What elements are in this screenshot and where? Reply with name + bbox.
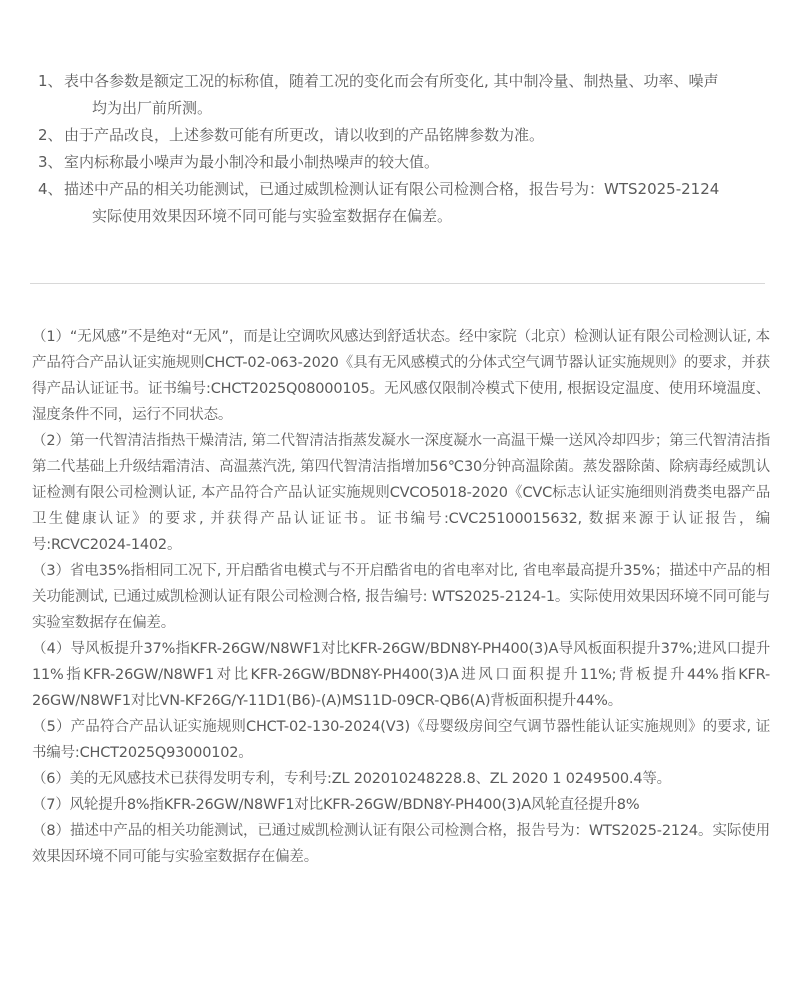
top-note-text: 由于产品改良，上述参数可能有所更改，请以收到的产品铭牌参数为准。 <box>64 126 545 144</box>
top-note-text: 室内标称最小噪声为最小制冷和最小制热噪声的较大值。 <box>64 153 440 171</box>
top-note-body <box>64 122 758 149</box>
footnotes-list <box>32 324 770 870</box>
top-note-continuation: 实际使用效果因环境不同可能与实验室数据存在偏差。 <box>92 207 453 225</box>
top-note-number: 1、 <box>38 72 63 90</box>
top-note-text: 描述中产品的相关功能测试，已通过威凯检测认证有限公司检测合格，报告号为：WTS2025-2124 <box>64 180 720 198</box>
footnote-1: （1）“无风感”不是绝对“无风”，而是让空调吹风感达到舒适状态。经中家院（北京）检测认证有限公司检测认证, 本产品符合产品认证实施规则CHCT-02-063-2020《具有无风感模式的分体式空气调节器认证实施规则》的要求，并获得产品认证证书。证书编号:CHCT2025Q08000105。无风感仅限制冷模式下使用, 根据设定温度、使用环境温度、湿度条件不同，运行不同状态。 <box>32 329 770 423</box>
footnote-4: （4）导风板提升37%指KFR-26GW/N8WF1对比KFR-26GW/BDN8Y-PH400(3)A导风板面积提升37%;进风口提升11%指KFR-26GW/N8WF1对比KFR-26GW/BDN8Y-PH400(3)A进风口面积提升11%;背板提升44%指KFR-26GW/N8WF1对比VN-KF26G/Y-11D1(B6)-(A)MS11D-09CR-QB6(A)背板面积提升44%。 <box>32 641 770 709</box>
top-notes-list <box>38 68 758 230</box>
top-note-text: 表中各参数是额定工况的标称值，随着工况的变化而会有所变化, 其中制冷量、制热量、功率、噪声 <box>64 72 719 90</box>
footnote-6: （6）美的无风感技术已获得发明专利，专利号:ZL 202010248228.8、ZL 2020 1 0249500.4等。 <box>32 771 671 787</box>
top-note-4 <box>38 176 758 230</box>
top-note-1 <box>38 68 758 122</box>
top-note-number: 4、 <box>38 180 63 198</box>
footnote-2: （2）第一代智清洁指热干燥清洁, 第二代智清洁指蒸发凝水一深度凝水一高温干燥一送风冷却四步；第三代智清洁指第二代基础上升级结霜清洁、高温蒸汽洗, 第四代智清洁指增加56℃30分钟高温除菌。蒸发器除菌、除病毒经威凯认证检测有限公司检测认证, 本产品符合产品认证实施规则CVCO5018-2020《CVC标志认证实施细则消费类电器产品卫生健康认证》的要求, 并获得产品认证证书。证书编号:CVC25100015632, 数据来源于认证报告，编号:RCVC2024-1402。 <box>32 433 770 553</box>
footnote-8: （8）描述中产品的相关功能测试，已通过威凯检测认证有限公司检测合格，报告号为：WTS2025-2124。实际使用效果因环境不同可能与实验室数据存在偏差。 <box>32 823 770 865</box>
top-note-number: 2、 <box>38 126 63 144</box>
top-note-continuation: 均为出厂前所测。 <box>92 99 213 117</box>
top-note-3 <box>38 149 758 176</box>
footnote-7: （7）风轮提升8%指KFR-26GW/N8WF1对比KFR-26GW/BDN8Y-PH400(3)A风轮直径提升8% <box>32 797 640 813</box>
top-note-body <box>64 149 758 176</box>
top-note-2 <box>38 122 758 149</box>
footnote-5: （5）产品符合产品认证实施规则CHCT-02-130-2024(V3)《母婴级房间空气调节器性能认证实施规则》的要求, 证书编号:CHCT2025Q93000102。 <box>32 719 770 761</box>
top-note-body <box>64 68 758 122</box>
footnote-3: （3）省电35%指相同工况下, 开启酷省电模式与不开启酷省电的省电率对比, 省电率最高提升35%；描述中产品的相关功能测试, 已通过威凯检测认证有限公司检测合格, 报告编号: WTS2025-2124-1。实际使用效果因环境不同可能与实验室数据存在偏差。 <box>32 563 770 631</box>
top-note-number: 3、 <box>38 153 63 171</box>
section-divider <box>30 283 765 284</box>
top-note-body <box>64 176 758 230</box>
